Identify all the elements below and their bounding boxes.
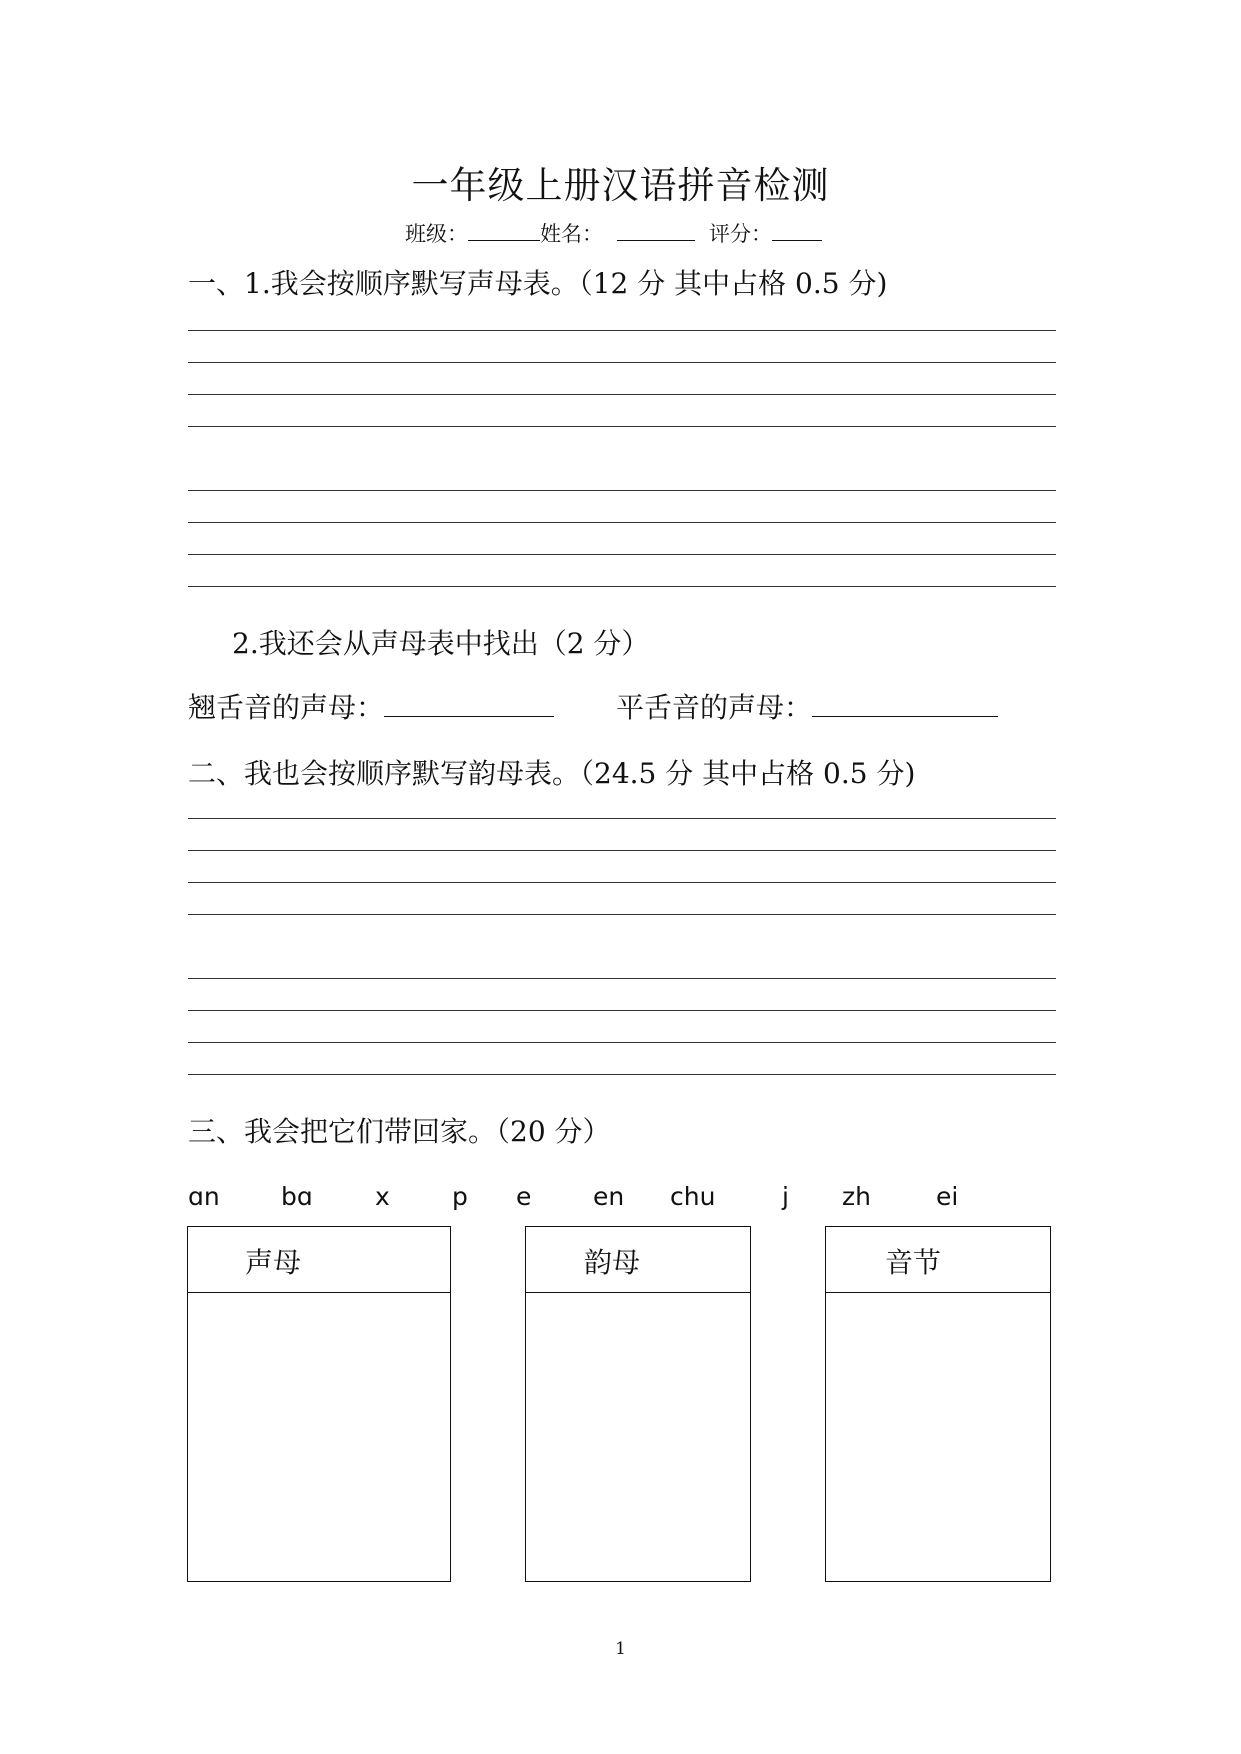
- class-label: 班级：: [405, 222, 468, 246]
- finals-box-header: 韵母: [526, 1227, 750, 1293]
- writing-line: [188, 554, 1056, 555]
- finals-writing-area[interactable]: [188, 818, 1056, 1088]
- pinyin-token[interactable]: bɑ: [281, 1182, 313, 1211]
- pinyin-token[interactable]: zh: [842, 1182, 871, 1211]
- writing-line: [188, 818, 1056, 819]
- pinyin-token[interactable]: p: [452, 1182, 468, 1211]
- syllables-box-header: 音节: [826, 1227, 1050, 1293]
- writing-line: [188, 1074, 1056, 1075]
- score-blank[interactable]: [772, 220, 822, 241]
- writing-line: [188, 850, 1056, 851]
- name-blank[interactable]: [617, 220, 695, 241]
- retroflex-row: [188, 686, 998, 726]
- section3-heading: 三、我会把它们带回家。（20 分）: [188, 1115, 611, 1148]
- writing-line: [188, 1042, 1056, 1043]
- name-label: 姓名：: [540, 222, 603, 246]
- initials-writing-area[interactable]: [188, 330, 1056, 600]
- writing-line: [188, 394, 1056, 395]
- writing-line: [188, 362, 1056, 363]
- writing-line: [188, 882, 1056, 883]
- retroflex-blank[interactable]: [384, 690, 554, 717]
- pinyin-token[interactable]: chu: [670, 1182, 716, 1211]
- writing-line: [188, 914, 1056, 915]
- class-blank[interactable]: [468, 220, 540, 241]
- pinyin-token[interactable]: ei: [936, 1182, 959, 1211]
- initials-box[interactable]: [187, 1226, 451, 1582]
- page-title: 一年级上册汉语拼音检测: [411, 164, 830, 207]
- finals-box[interactable]: [525, 1226, 751, 1582]
- writing-line: [188, 330, 1056, 331]
- section1-heading: 一、1.我会按顺序默写声母表。（12 分 其中占格 0.5 分): [188, 267, 888, 300]
- pinyin-token[interactable]: ɑn: [188, 1182, 220, 1211]
- writing-line: [188, 490, 1056, 491]
- initials-box-header: 声母: [188, 1227, 450, 1293]
- page-number: 1: [615, 1639, 626, 1659]
- syllables-box[interactable]: [825, 1226, 1051, 1582]
- writing-line: [188, 1010, 1056, 1011]
- section2-heading: 二、我也会按顺序默写韵母表。（24.5 分 其中占格 0.5 分): [188, 757, 916, 790]
- pinyin-token[interactable]: en: [593, 1182, 625, 1211]
- flat-blank[interactable]: [812, 690, 998, 717]
- writing-line: [188, 586, 1056, 587]
- pinyin-token[interactable]: x: [375, 1182, 390, 1211]
- pinyin-token[interactable]: j: [782, 1182, 789, 1211]
- flat-label: 平舌音的声母：: [616, 691, 813, 724]
- section1-subheading: 2.我还会从声母表中找出（2 分）: [232, 627, 650, 660]
- score-label: 评分：: [709, 222, 772, 246]
- writing-line: [188, 522, 1056, 523]
- retroflex-label: 翘舌音的声母：: [188, 691, 385, 724]
- student-info-line: [405, 218, 822, 248]
- writing-line: [188, 426, 1056, 427]
- writing-line: [188, 978, 1056, 979]
- pinyin-token[interactable]: e: [516, 1182, 532, 1211]
